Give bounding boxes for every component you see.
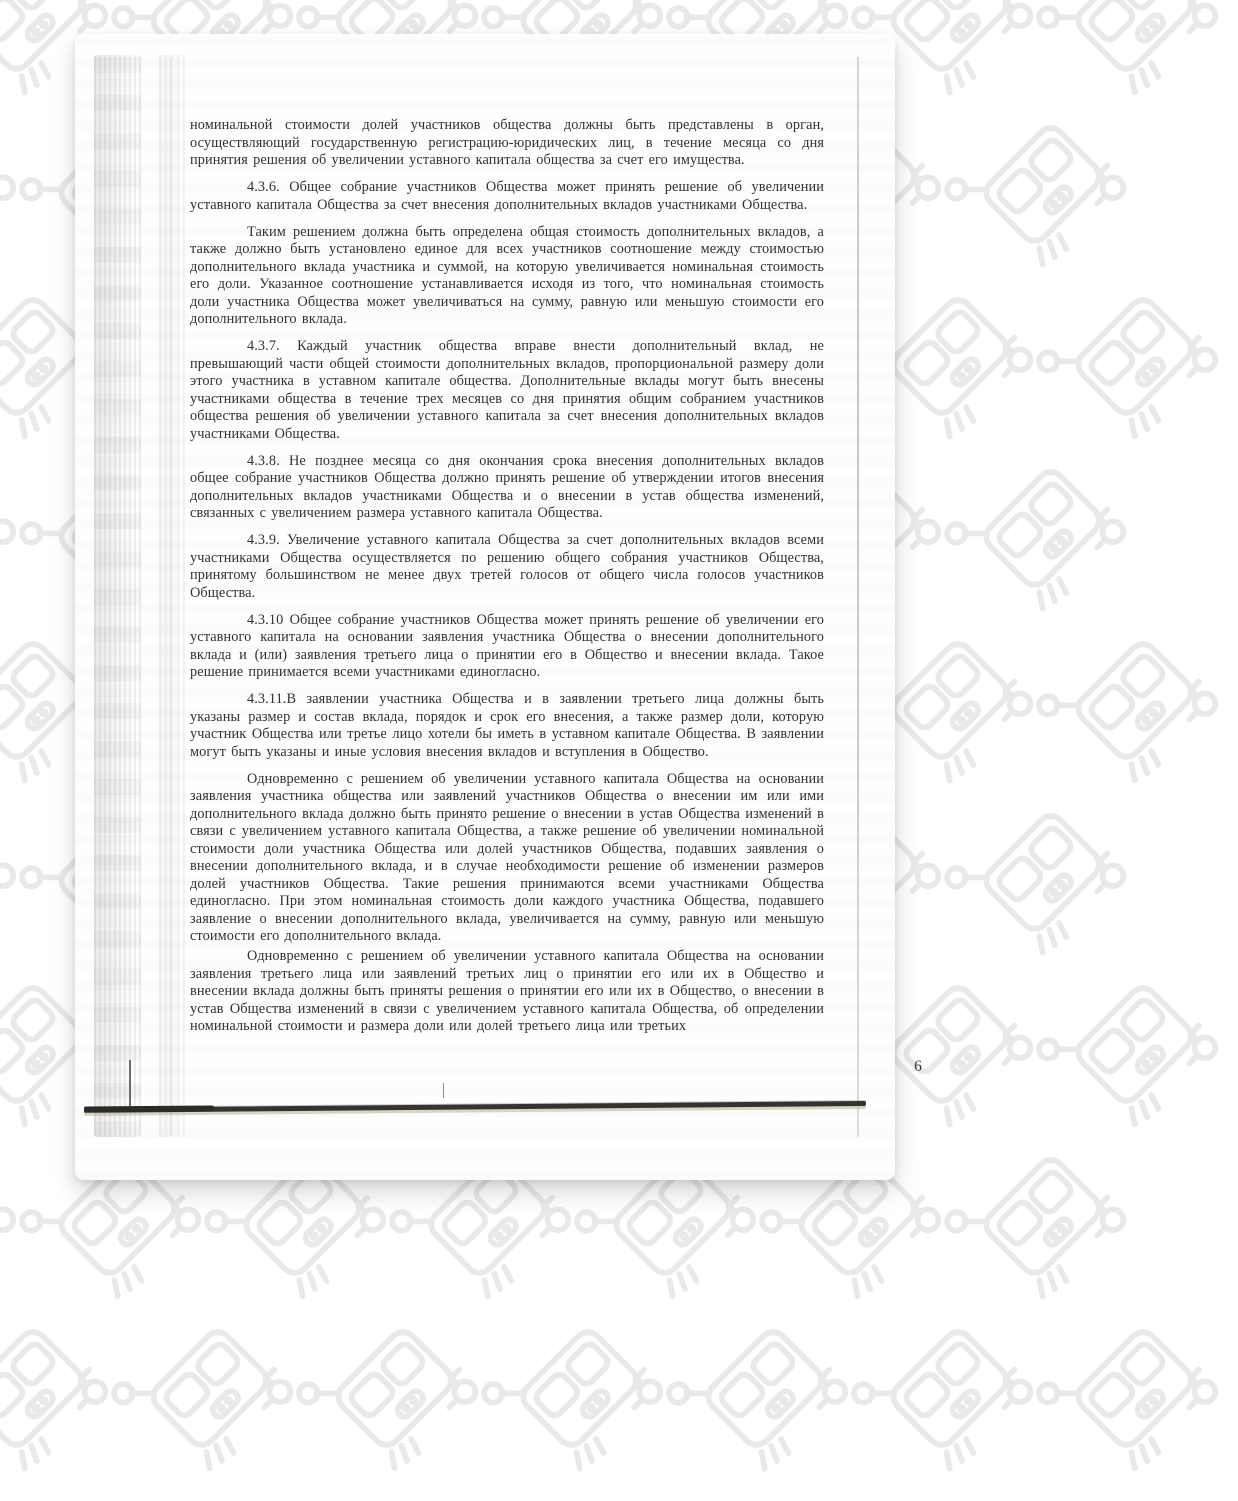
paragraph: 4.3.10 Общее собрание участников Общества может принять решение об увеличении его уставного капитала на основании заявления участника Общества о внесении дополнительного вклада и (или) заявления третьего лица о принятии его в Общество и внесении вклада. Такое решение принимается всеми участниками единогласно. — [190, 611, 824, 680]
paragraph: Одновременно с решением об увеличении уставного капитала Общества на основании заявления третьего лица или заявлений третьих лиц о принятии его или их в Общество и внесении вклада должны быть приняты решения о принятии его или их в Общество, о внесении в устав Общества изменений в связи с увеличением уставного капитала Общества, об определении номинальной стоимости и размера доли или долей третьего лица или третьих — [190, 948, 824, 1034]
paragraph: 4.3.11.В заявлении участника Общества и в заявлении третьего лица должны быть указаны размер и состав вклада, порядок и срок его внесения, а также размер доли, которую участник Общества или третье лицо хотели бы иметь в уставном капитале Общества. В заявлении могут быть указаны и иные условия внесения вкладов и вступления в Общество. — [190, 691, 824, 760]
gadget-watermark-icon — [1022, 942, 1234, 1154]
gadget-watermark-icon — [467, 1286, 679, 1498]
binding-shadow-streaks — [94, 55, 141, 1137]
gadget-watermark-icon — [1022, 1286, 1234, 1498]
watermark-tile — [930, 426, 1146, 642]
page-number: 6 — [914, 1058, 922, 1075]
paragraph: 4.3.6. Общее собрание участников Общества может принять решение об увеличении уставного капитала Общества за счет внесения дополнительных вкладов участниками Общества. — [190, 179, 824, 213]
gadget-watermark-icon — [930, 82, 1142, 294]
page-bottom-edge-thick — [84, 1106, 214, 1113]
watermark-tile — [930, 1114, 1146, 1330]
scanned-page-sheet — [75, 34, 922, 1180]
watermark-tile — [837, 1286, 1053, 1501]
gadget-watermark-icon — [1022, 254, 1234, 466]
scan-surface — [75, 34, 922, 1180]
gadget-watermark-icon — [930, 770, 1142, 982]
page-right-edge-line — [857, 57, 859, 1137]
watermark-tile — [930, 770, 1146, 986]
watermark-tile — [1022, 942, 1238, 1158]
paragraph: Таким решением должна быть определена общая стоимость дополнительных вкладов, а также должно быть установлено единое для всех участников соотношение между стоимостью дополнительного вклада участника и суммой, на которую увеличивается номинальная стоимость его доли. Указанное соотношение устанавливается исходя из того, что номинальная стоимость доли участника Общества может увеличиваться на сумму, равную или меньшую стоимости его дополнительного вклада. — [190, 223, 824, 327]
gadget-watermark-icon — [282, 1286, 494, 1498]
gadget-watermark-icon — [930, 426, 1142, 638]
watermark-tile — [652, 1286, 868, 1501]
paragraph: 4.3.7. Каждый участник общества вправе внести дополнительный вклад, не превышающий части общей стоимости дополнительных вкладов, пропорциональной размеру доли этого участника в уставном капитале общества. Дополнительные вклады могут быть внесены участниками общества в течение трех месяцев со дня принятия общим собранием участников общества решения об увеличении уставного капитала за счет внесения дополнительных вкладов участниками Общества. — [190, 338, 824, 442]
gadget-watermark-icon — [837, 1286, 1049, 1498]
gadget-watermark-icon — [97, 1286, 309, 1498]
scan-artifact-tick — [443, 1083, 444, 1098]
gadget-watermark-icon — [930, 1114, 1142, 1326]
paragraph: номинальной стоимости долей участников общества должны быть представлены в орган, осуществляющий государственную регистрацию-юридических лиц, в течение месяца со дня принятия решения об увеличении уставного капитала общества за счет его имущества. — [190, 117, 824, 168]
watermark-tile — [282, 1286, 498, 1501]
watermark-tile — [1022, 598, 1238, 814]
document-text — [190, 117, 824, 1045]
page-fold-line — [170, 58, 171, 1136]
paragraph: 4.3.9. Увеличение уставного капитала Общества за счет дополнительных вкладов всеми участниками Общества осуществляется по решению общего собрания участников Общества, принятому большинством не менее двух третей голосов от общего числа голосов участников Общества. — [190, 532, 824, 601]
watermark-tile — [467, 1286, 683, 1501]
gadget-watermark-icon — [1022, 598, 1234, 810]
watermark-tile — [1022, 1286, 1238, 1501]
watermark-tile — [97, 1286, 313, 1501]
binding-shadow-streaks-light — [159, 55, 188, 1137]
page-corner-line — [129, 1060, 131, 1106]
watermark-tile — [930, 82, 1146, 298]
watermark-tile — [1022, 254, 1238, 470]
paragraph: Одновременно с решением об увеличении уставного капитала Общества на основании заявления участника общества или заявлений участников Общества о внесении им или ими дополнительного вклада должно быть принято решение о внесении в устав Общества изменений в связи с увеличением уставного капитала Общества, а также решение об увеличении номинальной стоимости доли участника Общества или долей участников Общества, подавших заявления о внесении дополнительного вклада, и в случае необходимости решение об изменении размеров долей участников Общества. Такие решения принимаются всеми участниками Общества единогласно. При этом номинальная стоимость доли каждого участника Общества, подавшего заявление о внесении дополнительного вклада, увеличивается на сумму, равную или меньшую стоимости его дополнительного вклада. — [190, 770, 824, 944]
gadget-watermark-icon — [652, 1286, 864, 1498]
paragraph: 4.3.8. Не позднее месяца со дня окончания срока внесения дополнительных вкладов общее собрание участников Общества должно принять решение об утверждении итогов внесения дополнительных вкладов участниками Общества и о внесении в устав общества изменений, связанных с увеличением размера уставного капитала Общества. — [190, 452, 824, 521]
